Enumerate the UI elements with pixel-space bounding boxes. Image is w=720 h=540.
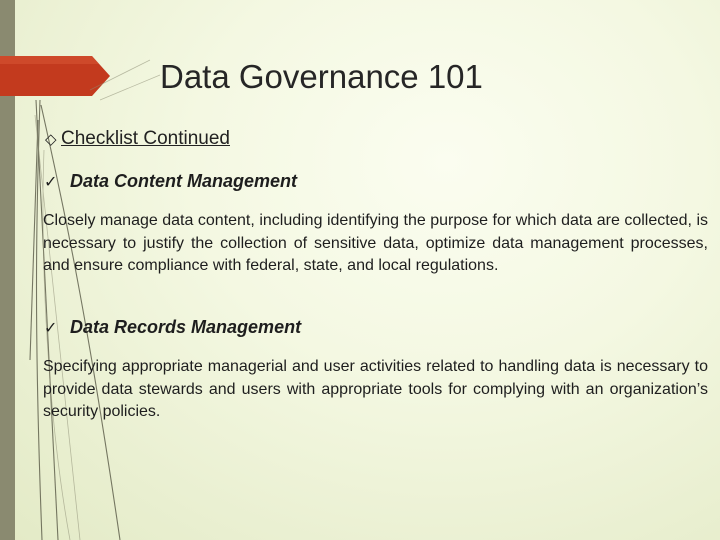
- section-body-records-management: Specifying appropriate managerial and user activities related to handling data is necessary to provide data stewards and users with appropriate tools for complying with an organization’s security policies.: [43, 358, 708, 420]
- title-ribbon: [0, 56, 110, 96]
- section-heading-text: Data Records Management: [70, 317, 302, 337]
- checkmark-icon: ✓: [44, 320, 58, 337]
- diamond-outline-icon: ◇: [45, 131, 57, 148]
- checkmark-icon: ✓: [44, 174, 58, 191]
- section-heading-text: Data Content Management: [70, 171, 298, 191]
- checklist-heading: [45, 127, 230, 151]
- section-body-content-management: Closely manage data content, including identifying the purpose for which data are collected, is necessary to justify the collection of sensitive data, optimize data management processes, and ensure compliance with federal, state, and local regulations.: [43, 212, 708, 274]
- checklist-heading-text: Checklist Continued: [61, 128, 230, 149]
- slide-title: Data Governance 101: [160, 58, 483, 95]
- section-heading-content-management: [44, 169, 297, 193]
- section-heading-records-management: [44, 315, 301, 339]
